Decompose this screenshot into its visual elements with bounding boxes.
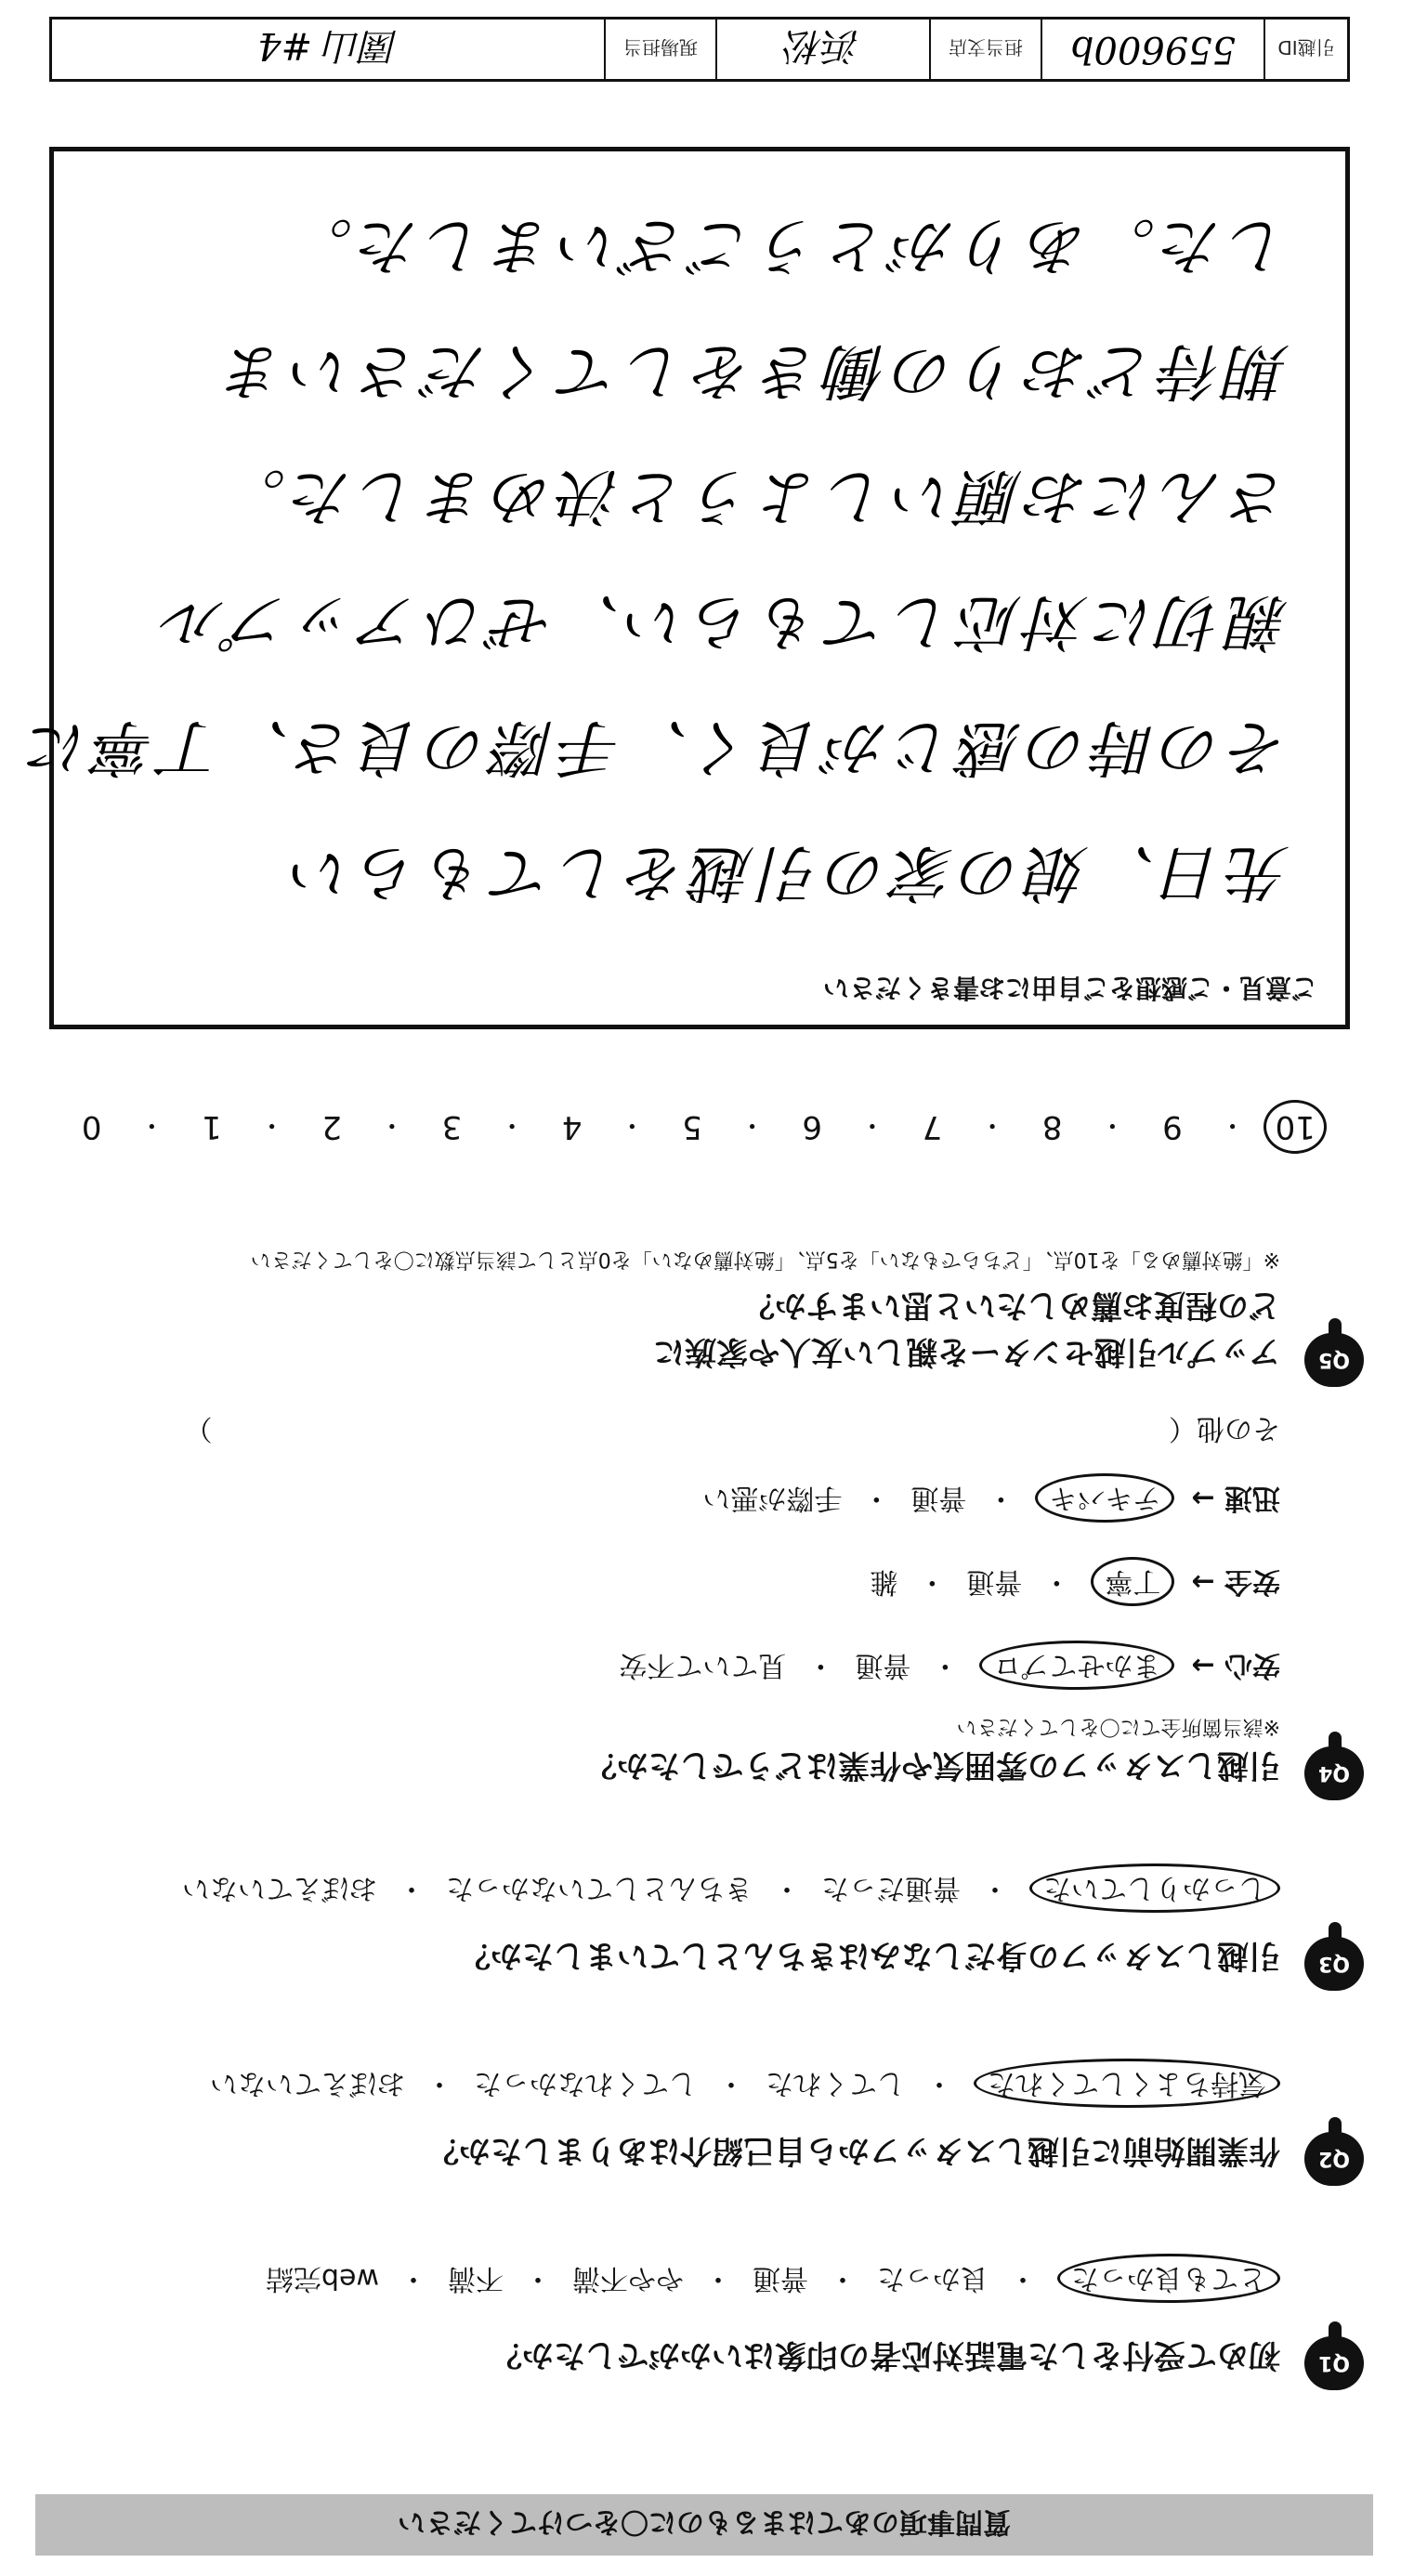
q5-text: アップル引越センターを親しい友人や家族に <box>653 1333 1280 1370</box>
answer-option[interactable]: してくれた <box>766 2067 905 2099</box>
answer-option[interactable]: 良かった <box>877 2262 989 2295</box>
option-separator: ・ <box>918 1565 947 1598</box>
scale-option[interactable]: 2 <box>321 1108 343 1145</box>
q4-bubble-icon: Q4 <box>1304 1746 1364 1800</box>
scale-separator: ・ <box>499 1110 526 1141</box>
scale-option[interactable]: 10 <box>1264 1100 1327 1154</box>
question-5 <box>45 1201 1364 1387</box>
q1-options <box>266 2261 1280 2302</box>
instruction-banner: 質問事項のあてはまるものに〇をつけてください <box>35 2494 1373 2556</box>
q4-row-anzen <box>870 1564 1280 1605</box>
answer-option[interactable]: 丁寧 <box>1091 1557 1174 1606</box>
option-separator: ・ <box>773 1872 801 1904</box>
q4-row-jinsoku <box>702 1481 1280 1522</box>
option-separator: ・ <box>717 2067 745 2099</box>
recommend-scale <box>63 1099 1327 1155</box>
scale-separator: ・ <box>858 1110 885 1141</box>
branch-label: 担当支店 <box>929 20 1041 79</box>
leader-label: 現場担当 <box>604 20 715 79</box>
question-2 <box>45 2046 1364 2186</box>
q1-bubble-icon: Q1 <box>1304 2336 1364 2390</box>
answer-option[interactable]: しっかりしていた <box>1029 1863 1280 1913</box>
answer-option[interactable]: とても良かった <box>1057 2254 1280 2303</box>
answer-option[interactable]: やや不満 <box>572 2262 684 2295</box>
option-separator: ・ <box>1042 1565 1071 1598</box>
option-separator: ・ <box>426 2067 453 2099</box>
scale-separator: ・ <box>1099 1110 1126 1141</box>
q4-row-anshin <box>619 1648 1280 1689</box>
q4-text: 引越しスタッフの雰囲気や作業はどうでしたか？ <box>585 1746 1280 1784</box>
option-separator: ・ <box>398 1872 426 1904</box>
scale-separator: ・ <box>619 1110 646 1141</box>
branch-value: 浜松 <box>715 20 929 79</box>
option-separator: ・ <box>925 2067 953 2099</box>
comment-line: 期待どおりの働きをしてくださいま <box>219 335 1290 407</box>
option-separator: ・ <box>806 1649 835 1681</box>
q3-text: 引越しスタッフの身だしなみはきちんとしていましたか？ <box>459 1937 1280 1974</box>
q3-bubble-icon: Q3 <box>1304 1937 1364 1991</box>
scale-separator: ・ <box>979 1110 1006 1141</box>
answer-option[interactable]: テキパキ <box>1035 1473 1174 1523</box>
row-label: 安全 → <box>1191 1565 1280 1598</box>
answer-option[interactable]: 気持ちよくしてくれた <box>974 2059 1280 2108</box>
scale-separator: ・ <box>1219 1110 1246 1141</box>
scale-option[interactable]: 5 <box>682 1108 702 1145</box>
answer-option[interactable]: 普通 <box>966 1565 1023 1598</box>
scale-option[interactable]: 0 <box>81 1108 102 1145</box>
scale-separator: ・ <box>739 1110 766 1141</box>
answer-option[interactable]: 普通 <box>753 2262 808 2295</box>
option-separator: ・ <box>704 2262 732 2295</box>
scale-option[interactable]: 7 <box>922 1108 943 1145</box>
answer-option[interactable]: 普通だった <box>821 1872 961 1904</box>
comment-line: 先日、娘の家の引越をしてもらい <box>286 837 1290 909</box>
comment-title: ご意見・ご感想をご自由にお書きください <box>822 973 1317 1003</box>
q4-other-close: ） <box>184 1412 213 1445</box>
option-separator: ・ <box>524 2262 552 2295</box>
answer-option[interactable]: web完結 <box>265 2262 379 2295</box>
scale-option[interactable]: 8 <box>1041 1108 1063 1145</box>
scale-option[interactable]: 9 <box>1162 1108 1183 1145</box>
option-separator: ・ <box>931 1649 960 1681</box>
answer-option[interactable]: 不満 <box>448 2262 504 2295</box>
leader-value: 園山 #4 <box>257 24 399 68</box>
scale-option[interactable]: 3 <box>441 1108 463 1145</box>
scale-option[interactable]: 6 <box>802 1108 823 1145</box>
option-separator: ・ <box>862 1482 891 1514</box>
answer-option[interactable]: 手際が悪い <box>702 1482 843 1514</box>
question-1 <box>45 2242 1364 2390</box>
scale-separator: ・ <box>258 1110 285 1141</box>
answer-option[interactable]: 雑 <box>870 1565 898 1598</box>
answer-option[interactable]: 普通 <box>910 1482 967 1514</box>
scale-option[interactable]: 1 <box>202 1108 222 1145</box>
row-label: 安心 → <box>1191 1649 1280 1681</box>
header-table <box>49 17 1350 82</box>
q1-text: 初めて受付をした電話対応者の印象はいかがでしたか？ <box>491 2336 1280 2373</box>
comment-line: その時の感じが良く、手際の良さ、丁寧に <box>21 712 1290 783</box>
scale-separator: ・ <box>138 1110 165 1141</box>
question-4 <box>45 1410 1364 1800</box>
id-value: 559600b <box>1041 20 1264 79</box>
comment-line: さんにお願いしようと決めました。 <box>219 461 1290 532</box>
option-separator: ・ <box>399 2262 427 2295</box>
comment-box[interactable] <box>21 147 1350 1029</box>
q3-options <box>182 1871 1280 1912</box>
answer-option[interactable]: まかせてプロ <box>979 1641 1174 1690</box>
question-3 <box>45 1851 1364 1991</box>
answer-option[interactable]: きちんとしていなかった <box>446 1872 753 1904</box>
scale-option[interactable]: 4 <box>561 1108 583 1145</box>
answer-option[interactable]: 見ていて不安 <box>619 1649 787 1681</box>
q2-text: 作業開始前に引越しスタッフから自己紹介はありましたか？ <box>427 2132 1280 2169</box>
q5-note: ※「絶対薦める」を10点、「どちらでもない」を5点、「絶対薦めない」を0点として該当点数に〇をしてください <box>250 1248 1280 1271</box>
answer-option[interactable]: 普通 <box>855 1649 911 1681</box>
answer-option[interactable]: してくれなかった <box>474 2067 697 2099</box>
q4-other-label: その他（ <box>1169 1412 1280 1445</box>
option-separator: ・ <box>987 1482 1015 1514</box>
row-label: 迅速 → <box>1191 1482 1280 1514</box>
answer-option[interactable]: おぼえていない <box>182 1872 377 1904</box>
comment-line: 親切に対応してもらい、ぜひアップル <box>159 586 1290 658</box>
option-separator: ・ <box>981 1872 1009 1904</box>
comment-line: した。ありがとうございました。 <box>286 210 1290 281</box>
q2-bubble-icon: Q2 <box>1304 2132 1364 2186</box>
q2-options <box>210 2066 1280 2107</box>
id-label: 引越ID <box>1264 20 1347 79</box>
q4-note: ※該当箇所全てに〇をしてください <box>956 1715 1280 1738</box>
option-separator: ・ <box>829 2262 857 2295</box>
q4-other[interactable] <box>184 1411 1280 1452</box>
q5-text-2: どの程度お薦めしたいと思いますか？ <box>743 1287 1280 1324</box>
option-separator: ・ <box>1009 2262 1037 2295</box>
answer-option[interactable]: おぼえていない <box>210 2067 405 2099</box>
q5-bubble-icon: Q5 <box>1304 1333 1364 1387</box>
scale-separator: ・ <box>378 1110 405 1141</box>
